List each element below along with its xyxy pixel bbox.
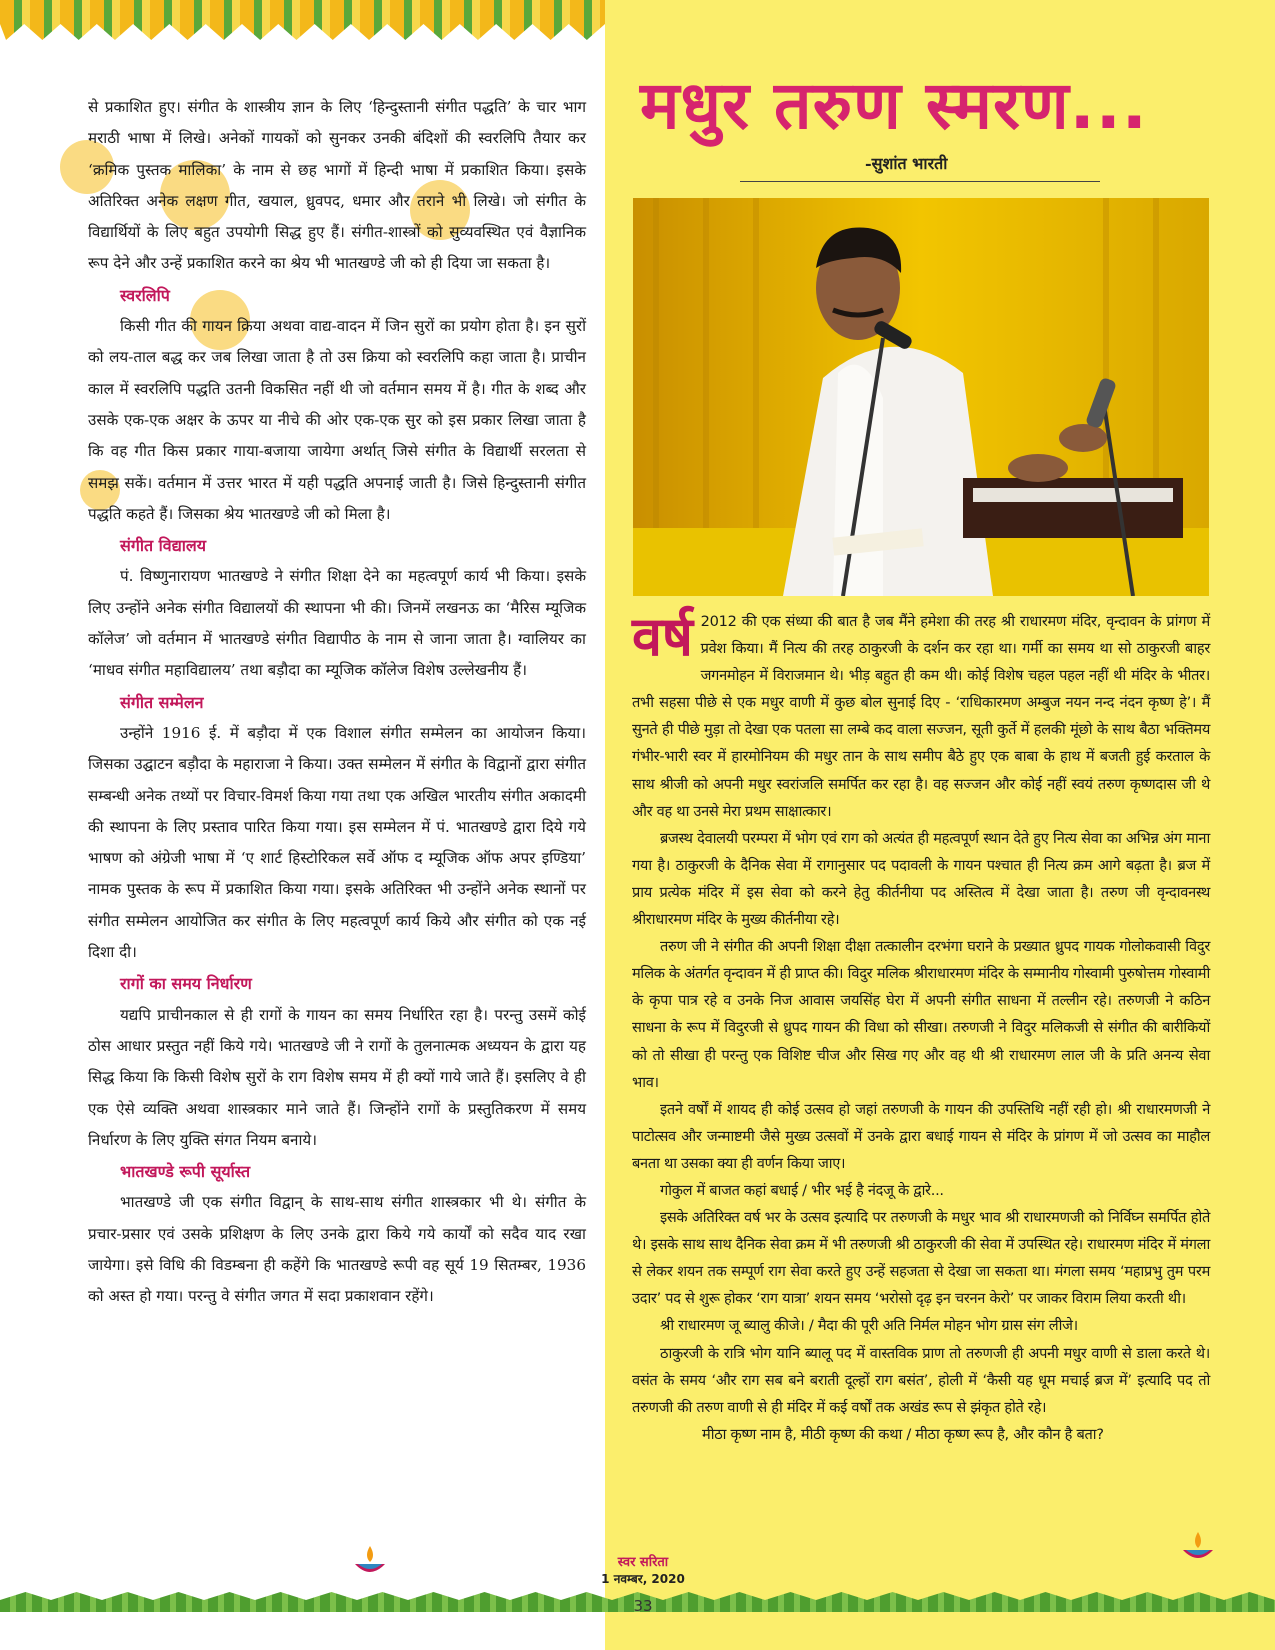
verse-quote: गोकुल में बाजत कहां बधाई / भीर भई है नंदजू के द्वारे... bbox=[660, 1181, 944, 1199]
diya-icon bbox=[1180, 1530, 1216, 1566]
page-footer-badge bbox=[588, 1542, 698, 1647]
singer-photo bbox=[633, 198, 1209, 596]
author-divider bbox=[740, 181, 1100, 182]
article-paragraph-text: 2012 की एक संध्या की बात है जब मैंने हमेशा की तरह श्री राधारमण मंदिर, वृन्दावन के प्रांगण में प्रवेश किया। मैं नित्य की तरह ठाकुरजी के दर्शन कर रहा था। गर्मी का समय था सो ठाकुरजी बाहर जगनमोहन में विराजमान थे। भीड़ बहुत ही कम थी। कोई विशेष चहल पहल नहीं थी मंदिर के भीतर। तभी सहसा पीछे से एक मधुर वाणी में कुछ बोल सुनाई दिए - ‘राधिकारमण अम्बुज नयन नन्द नंदन कृष्ण हे’। मैं सुनते ही पीछे मुड़ा तो देखा एक पतला सा लम्बे कद वाला सज्जन, सूती कुर्ते में हलकी मूंछो के साथ बैठा भक्तिमय गंभीर-भारी स्वर में हारमोनियम की मधुर तान के साथ समीप बैठे हुए एक बाबा के हाथ में बजती हुई करताल के साथ श्रीजी को अपनी मधुर स्वरांजलि समर्पित कर रहा है। वह सज्जन और कोई नहीं स्वयं तरुण कृष्णदास जी थे और वह था उनसे मेरा प्रथम साक्षात्कार। bbox=[632, 613, 1210, 820]
section-heading-sangeet-vidyalaya: संगीत विद्यालय bbox=[120, 536, 207, 556]
article-paragraph: तरुण जी ने संगीत की अपनी शिक्षा दीक्षा तत्कालीन दरभंगा घराने के प्रख्यात ध्रुपद गायक गोलोकवासी विदुर मलिक के अंतर्गत वृन्दावन में ही प्राप्त की। विदुर मलिक श्रीराधारमण मंदिर के सम्मानीय गोस्वामी पुरुषोत्तम गोस्वामी के कृपा पात्र रहे व उनके निज आवास जयसिंह घेरा में अपनी संगीत साधना में तल्लीन रहे। तरुणजी ने कठिन साधना के रूप में विदुरजी से ध्रुपद गायन की विधा को सीखा। तरुणजी ने विदुर मलिकजी से संगीत की बारीकियों को तो सीखा ही परन्तु एक विशिष्ट चीज और सिख गए और वह थी श्री राधारमण लाल जी के प्रति अनन्य सेवा भाव। bbox=[632, 938, 1210, 1091]
article-paragraph: इसके अतिरिक्त वर्ष भर के उत्सव इत्यादि पर तरुणजी के मधुर भाव श्री राधारमणजी को निर्विघ्न समर्पित होते थे। इसके साथ साथ दैनिक सेवा क्रम में भी तरुणजी श्री ठाकुरजी की सेवा में उपस्थित रहे। राधारमण मंदिर में मंगला से लेकर शयन तक सम्पूर्ण राग सेवा करते हुए उन्हें सहजता से देखा जा सकता था। मंगला समय ‘महाप्रभु तुम परम उदार’ पद से शुरू होकर ‘राग यात्रा’ शयन समय ‘भरोसो दृढ़ इन चरनन केरो’ पर जाकर विराम लिया करती थी। bbox=[632, 1209, 1210, 1308]
section-heading-swaralipi: स्वरलिपि bbox=[120, 285, 170, 305]
article-paragraph: इतने वर्षों में शायद ही कोई उत्सव हो जहां तरुणजी के गायन की उपस्तिथि नहीं रही हो। श्री राधारमणजी ने पाटोत्सव और जन्माष्टमी जैसे मुख्य उत्सवों में उनके द्वारा बधाई गायन से मंदिर के प्रांगण में जो उत्सव का माहौल बनता था उसका क्या ही वर्णन किया जाए। bbox=[632, 1100, 1210, 1172]
magazine-name: स्वर सरिता bbox=[617, 1555, 669, 1570]
article-author: -सुशांत भारती bbox=[865, 154, 948, 173]
right-column bbox=[632, 605, 1210, 1448]
left-paragraph: किसी गीत की गायन क्रिया अथवा वाद्य-वादन में जिन सुरों का प्रयोग होता है। इन सुरों को लय-ताल बद्ध कर जब लिखा जाता है तो उस क्रिया को स्वरलिपि कहा जाता है। प्राचीन काल में स्वरलिपि पद्धति उतनी विकसित नहीं थी जो वर्तमान समय में है। गीत के शब्द और उसके एक-एक अक्षर के ऊपर या नीचे की ओर एक-एक सुर को इस प्रकार लिखा जाता है कि वह गीत किस प्रकार गाया-बजाया जायेगा अर्थात् जिसे संगीत के विद्यार्थी सरलता से समझ सकें। वर्तमान में उत्तर भारत में यही पद्धति अपनाई जाती है। जिसे हिन्दुस्तानी संगीत पद्धति कहते हैं। जिसका श्रेय भातखण्डे जी को मिला है। bbox=[88, 317, 586, 523]
diya-icon bbox=[352, 1544, 388, 1580]
left-paragraph: भातखण्डे जी एक संगीत विद्वान् के साथ-साथ संगीत शास्त्रकार भी थे। संगीत के प्रचार-प्रसार एवं उसके प्रशिक्षण के लिए उनके द्वारा किये गये कार्यों को सदैव याद रखा जायेगा। इसे विधि की विडम्बना ही कहेंगे कि भातखण्डे रूपी वह सूर्य 19 सितम्बर, 1936 को अस्त हो गया। परन्तु वे संगीत जगत में सदा प्रकाशवान रहेंगे। bbox=[88, 1193, 586, 1306]
verse-quote: श्री राधारमण जू ब्यालु कीजे। / मैदा की पूरी अति निर्मल मोहन भोग ग्रास संग लीजे। bbox=[660, 1317, 1078, 1335]
article-paragraph: ब्रजस्थ देवालयी परम्परा में भोग एवं राग को अत्यंत ही महत्वपूर्ण स्थान देते हुए नित्य सेवा का अभिन्न अंग माना गया है। ठाकुरजी के दैनिक सेवा में रागानुसार पद पदावली के गायन पश्चात ही नित्य क्रम आगे बढ़ता है। ब्रज में प्राय प्रत्येक मंदिर में इस सेवा को करने हेतु कीर्तनीया पद अस्तित्व में देखा जाता है। तरुण जी वृन्दावनस्थ श्रीराधारमण मंदिर के मुख्य कीर्तनीया रहे। bbox=[632, 829, 1210, 929]
closing-verse: मीठा कृष्ण नाम है, मीठी कृष्ण की कथा / मीठा कृष्ण रूप है, और कौन है बता? bbox=[702, 1425, 1104, 1443]
left-paragraph: उन्होंने 1916 ई. में बड़ौदा में एक विशाल संगीत सम्मेलन का आयोजन किया। जिसका उद्घाटन बड़ौदा के महाराजा ने किया। उक्त सम्मेलन में संगीत के विद्वानों द्वारा संगीत सम्बन्धी अनेक तथ्यों पर विचार-विमर्श किया गया तथा एक अखिल भारतीय संगीत अकादमी की स्थापना के लिए प्रस्ताव पारित किया गया। इस सम्मेलन में पं. भातखण्डे द्वारा दिये गये भाषण को अंग्रेजी भाषा में ‘ए शार्ट हिस्टोरिकल सर्वे ऑफ द म्यूजिक ऑफ अपर इण्डिया’ नामक पुस्तक के रूप में प्रकाशित किया गया। इसके अतिरिक्त भी उन्होंने अनेक स्थानों पर संगीत सम्मेलन आयोजित कर संगीत के लिए महत्वपूर्ण कार्य किये और संगीत को एक नई दिशा दी। bbox=[88, 723, 586, 962]
article-title: मधुर तरुण स्मरण... bbox=[640, 67, 1148, 144]
section-heading-sangeet-sammelan: संगीत सम्मेलन bbox=[120, 692, 204, 712]
article-paragraph: ठाकुरजी के रात्रि भोग यानि ब्यालू पद में वास्तविक प्राण तो तरुणजी ही अपनी मधुर वाणी से डाला करते थे। वसंत के समय ‘और राग सब बने बराती दूल्हों राग बसंत’, होली में ‘कैसी यह धूम मचाई ब्रज में’ इत्यादि पद तो तरुणजी की तरुण वाणी से ही मंदिर में कई वर्षों तक अखंड रूप से झंकृत होते रहे। bbox=[632, 1344, 1210, 1416]
left-paragraph: यद्यपि प्राचीनकाल से ही रागों के गायन का समय निर्धारित रहा है। परन्तु उसमें कोई ठोस आधार प्रस्तुत नहीं किये गये। भातखण्डे जी ने रागों के तुलनात्मक अध्ययन के द्वारा यह सिद्ध किया कि किसी विशेष सुरों के राग विशेष समय में ही क्यों गाये जाते हैं। इसलिए वे ही एक ऐसे व्यक्ति अथवा शास्त्रकार माने जाते हैं। जिन्होंने रागों के प्रस्तुतिकरण में समय निर्धारण के लिए युक्ति संगत नियम बनाये। bbox=[88, 1005, 586, 1149]
article-paragraph bbox=[632, 605, 1210, 825]
page-number: 33 bbox=[633, 1597, 653, 1615]
issue-date: 1 नवम्बर, 2020 bbox=[601, 1572, 685, 1586]
left-column bbox=[88, 92, 586, 1313]
section-heading-suryast: भातखण्डे रूपी सूर्यास्त bbox=[120, 1162, 251, 1182]
left-paragraph: से प्रकाशित हुए। संगीत के शास्त्रीय ज्ञान के लिए ‘हिन्दुस्तानी संगीत पद्धति’ के चार भाग मराठी भाषा में लिखे। अनेकों गायकों को सुनकर उनकी बंदिशों की स्वरलिपि तैयार कर ‘क्रमिक पुस्तक मालिका’ के नाम से छह भागों में हिन्दी भाषा में प्रकाशित किया। इसके अतिरिक्त अनेक लक्षण गीत, खयाल, ध्रुवपद, धमार और तराने भी लिखे। जो संगीत के विद्यार्थियों के लिए बहुत उपयोगी सिद्ध हुए हैं। संगीत-शास्त्रों को सुव्यवस्थित एवं वैज्ञानिक रूप देने और उन्हें प्रकाशित करने का श्रेय भी भातखण्डे जी को ही दिया जा सकता है। bbox=[88, 98, 586, 273]
top-garland-decoration bbox=[0, 0, 605, 40]
left-paragraph: पं. विष्णुनारायण भातखण्डे ने संगीत शिक्षा देने का महत्वपूर्ण कार्य भी किया। इसके लिए उन्होंने अनेक संगीत विद्यालयों की स्थापना भी की। जिनमें लखनऊ का ‘मैरिस म्यूजिक कॉलेज’ जो वर्तमान में भातखण्डे संगीत विद्यापीठ के नाम से जाना जाता है। ग्वालियर का ‘माधव संगीत महाविद्यालय’ तथा बड़ौदा का म्यूजिक कॉलेज विशेष उल्लेखनीय हैं। bbox=[88, 567, 586, 680]
dropcap: वर्ष bbox=[632, 605, 693, 668]
section-heading-raag-samay: रागों का समय निर्धारण bbox=[120, 974, 252, 994]
